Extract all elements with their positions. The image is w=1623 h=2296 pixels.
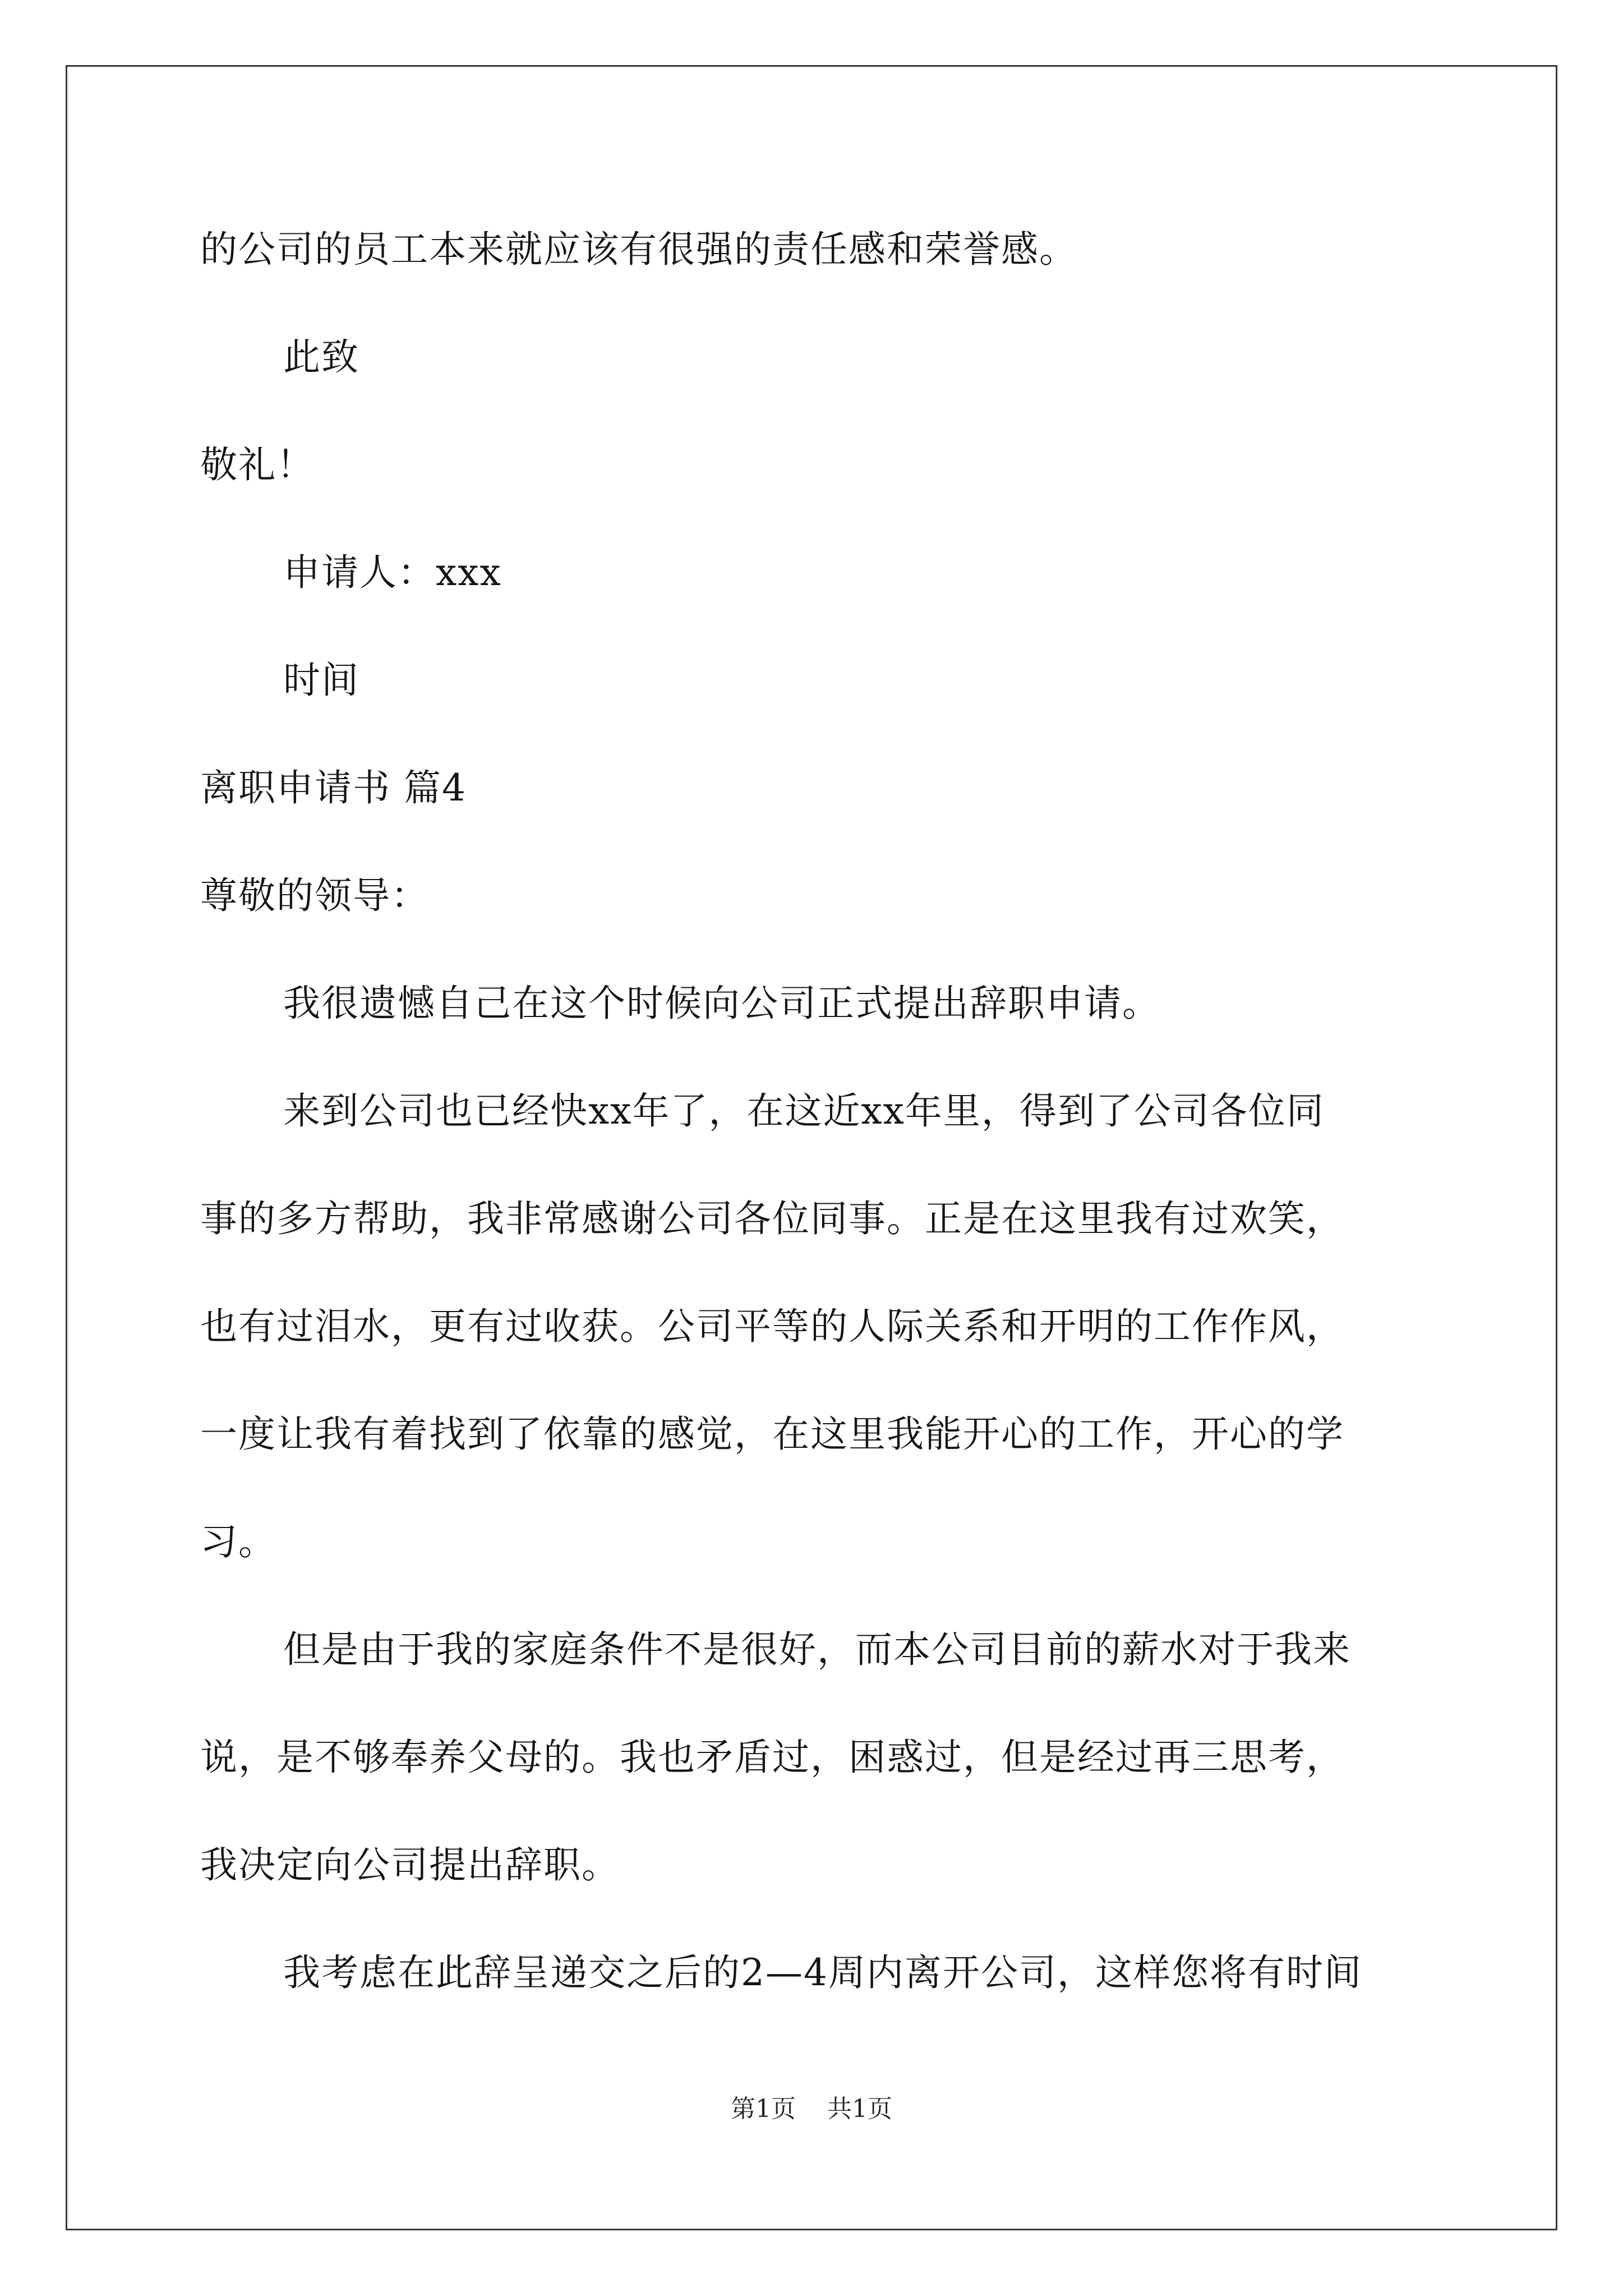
section-heading: 离职申请书 篇4 <box>200 766 467 809</box>
closing-salutation: 此致 <box>283 335 359 379</box>
paragraph-line: 也有过泪水，更有过收获。公司平等的人际关系和开明的工作作风， <box>200 1305 1344 1348</box>
date-line: 时间 <box>283 659 359 702</box>
applicant-signature: 申请人：xxx <box>283 551 502 594</box>
paragraph-line: 我决定向公司提出辞职。 <box>200 1843 620 1887</box>
paragraph-line: 但是由于我的家庭条件不是很好，而本公司目前的薪水对于我来 <box>283 1628 1351 1671</box>
paragraph-line: 我很遗憾自己在这个时候向公司正式提出辞职申请。 <box>283 982 1160 1025</box>
body-line-1: 的公司的员工本来就应该有很强的责任感和荣誉感。 <box>200 228 1077 271</box>
paragraph-line: 我考虑在此辞呈递交之后的2—4周内离开公司，这样您将有时间 <box>283 1951 1362 1994</box>
letter-greeting: 尊敬的领导： <box>200 874 429 917</box>
paragraph-line: 说，是不够奉养父母的。我也矛盾过，困惑过，但是经过再三思考， <box>200 1736 1344 1779</box>
page-number-footer: 第1页 共1页 <box>731 2095 892 2123</box>
paragraph-line: 事的多方帮助，我非常感谢公司各位同事。正是在这里我有过欢笑， <box>200 1197 1344 1240</box>
page-border <box>66 65 1557 2230</box>
closing-regards: 敬礼！ <box>200 443 315 486</box>
paragraph-line: 一度让我有着找到了依靠的感觉，在这里我能开心的工作，开心的学 <box>200 1412 1344 1456</box>
paragraph-line: 来到公司也已经快xx年了，在这近xx年里，得到了公司各位同 <box>283 1089 1325 1133</box>
paragraph-line: 习。 <box>200 1520 276 1563</box>
